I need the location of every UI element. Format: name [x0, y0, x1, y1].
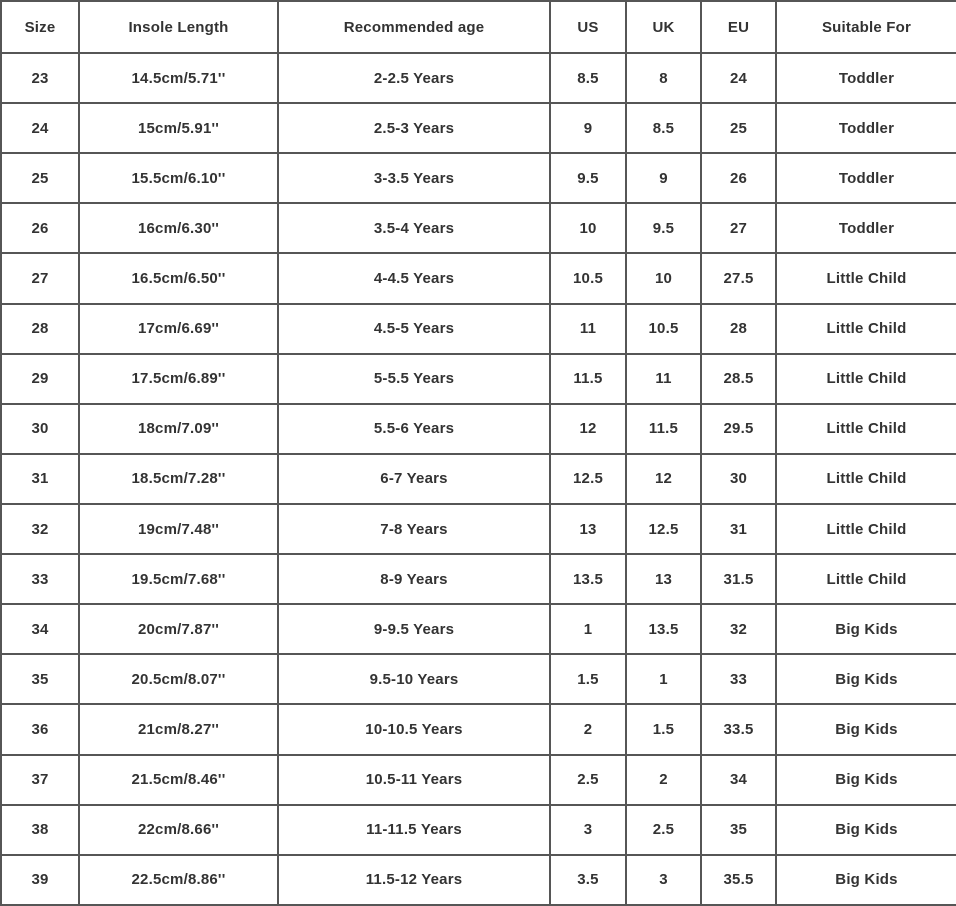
- column-header-size: Size: [1, 1, 79, 53]
- cell-insole-length: 21.5cm/8.46'': [79, 755, 278, 805]
- column-header-eu: EU: [701, 1, 776, 53]
- cell-eu: 28: [701, 304, 776, 354]
- cell-uk: 1: [626, 654, 701, 704]
- cell-eu: 27: [701, 203, 776, 253]
- cell-uk: 2.5: [626, 805, 701, 855]
- cell-size: 23: [1, 53, 79, 103]
- cell-eu: 33: [701, 654, 776, 704]
- cell-us: 13: [550, 504, 626, 554]
- cell-uk: 9: [626, 153, 701, 203]
- cell-us: 3.5: [550, 855, 626, 905]
- cell-us: 10.5: [550, 253, 626, 303]
- cell-eu: 34: [701, 755, 776, 805]
- cell-recommended-age: 6-7 Years: [278, 454, 550, 504]
- cell-eu: 27.5: [701, 253, 776, 303]
- cell-recommended-age: 3.5-4 Years: [278, 203, 550, 253]
- cell-insole-length: 18cm/7.09'': [79, 404, 278, 454]
- cell-suitable-for: Little Child: [776, 554, 956, 604]
- cell-us: 9: [550, 103, 626, 153]
- cell-eu: 30: [701, 454, 776, 504]
- table-row: [1, 153, 956, 203]
- cell-uk: 10.5: [626, 304, 701, 354]
- cell-suitable-for: Big Kids: [776, 755, 956, 805]
- cell-suitable-for: Big Kids: [776, 654, 956, 704]
- cell-eu: 26: [701, 153, 776, 203]
- table-row: [1, 404, 956, 454]
- cell-uk: 12: [626, 454, 701, 504]
- table-row: [1, 304, 956, 354]
- cell-suitable-for: Big Kids: [776, 604, 956, 654]
- cell-size: 38: [1, 805, 79, 855]
- table-row: [1, 103, 956, 153]
- cell-eu: 25: [701, 103, 776, 153]
- table-row: [1, 704, 956, 754]
- cell-size: 27: [1, 253, 79, 303]
- table-row: [1, 53, 956, 103]
- cell-uk: 10: [626, 253, 701, 303]
- cell-insole-length: 14.5cm/5.71'': [79, 53, 278, 103]
- column-header-uk: UK: [626, 1, 701, 53]
- table-row: [1, 554, 956, 604]
- cell-us: 11: [550, 304, 626, 354]
- cell-suitable-for: Big Kids: [776, 704, 956, 754]
- cell-us: 13.5: [550, 554, 626, 604]
- cell-suitable-for: Toddler: [776, 153, 956, 203]
- cell-size: 29: [1, 354, 79, 404]
- cell-uk: 1.5: [626, 704, 701, 754]
- cell-uk: 8.5: [626, 103, 701, 153]
- cell-us: 11.5: [550, 354, 626, 404]
- cell-us: 9.5: [550, 153, 626, 203]
- cell-eu: 35.5: [701, 855, 776, 905]
- cell-eu: 24: [701, 53, 776, 103]
- cell-insole-length: 18.5cm/7.28'': [79, 454, 278, 504]
- cell-us: 2.5: [550, 755, 626, 805]
- cell-suitable-for: Little Child: [776, 504, 956, 554]
- cell-insole-length: 21cm/8.27'': [79, 704, 278, 754]
- cell-size: 26: [1, 203, 79, 253]
- cell-recommended-age: 8-9 Years: [278, 554, 550, 604]
- cell-insole-length: 22.5cm/8.86'': [79, 855, 278, 905]
- cell-size: 31: [1, 454, 79, 504]
- column-header-insole-length: Insole Length: [79, 1, 278, 53]
- cell-size: 34: [1, 604, 79, 654]
- cell-suitable-for: Little Child: [776, 354, 956, 404]
- cell-uk: 9.5: [626, 203, 701, 253]
- cell-recommended-age: 11.5-12 Years: [278, 855, 550, 905]
- cell-size: 39: [1, 855, 79, 905]
- cell-insole-length: 19cm/7.48'': [79, 504, 278, 554]
- cell-size: 33: [1, 554, 79, 604]
- cell-suitable-for: Little Child: [776, 304, 956, 354]
- cell-insole-length: 15.5cm/6.10'': [79, 153, 278, 203]
- cell-recommended-age: 4.5-5 Years: [278, 304, 550, 354]
- cell-recommended-age: 5.5-6 Years: [278, 404, 550, 454]
- cell-recommended-age: 3-3.5 Years: [278, 153, 550, 203]
- cell-insole-length: 15cm/5.91'': [79, 103, 278, 153]
- cell-size: 37: [1, 755, 79, 805]
- cell-eu: 31.5: [701, 554, 776, 604]
- cell-suitable-for: Little Child: [776, 454, 956, 504]
- cell-uk: 12.5: [626, 504, 701, 554]
- cell-insole-length: 20.5cm/8.07'': [79, 654, 278, 704]
- cell-us: 12: [550, 404, 626, 454]
- cell-recommended-age: 5-5.5 Years: [278, 354, 550, 404]
- cell-uk: 13.5: [626, 604, 701, 654]
- table-row: [1, 755, 956, 805]
- table-row: [1, 805, 956, 855]
- table-row: [1, 253, 956, 303]
- cell-size: 32: [1, 504, 79, 554]
- cell-size: 24: [1, 103, 79, 153]
- cell-us: 12.5: [550, 454, 626, 504]
- cell-insole-length: 16cm/6.30'': [79, 203, 278, 253]
- cell-us: 1.5: [550, 654, 626, 704]
- cell-eu: 33.5: [701, 704, 776, 754]
- cell-suitable-for: Big Kids: [776, 855, 956, 905]
- cell-uk: 2: [626, 755, 701, 805]
- table-row: [1, 203, 956, 253]
- cell-recommended-age: 10-10.5 Years: [278, 704, 550, 754]
- cell-us: 3: [550, 805, 626, 855]
- cell-suitable-for: Little Child: [776, 253, 956, 303]
- table-row: [1, 354, 956, 404]
- cell-suitable-for: Toddler: [776, 103, 956, 153]
- cell-insole-length: 17cm/6.69'': [79, 304, 278, 354]
- table-header: [1, 1, 956, 53]
- cell-suitable-for: Toddler: [776, 53, 956, 103]
- table-body: [1, 53, 956, 905]
- cell-insole-length: 20cm/7.87'': [79, 604, 278, 654]
- cell-suitable-for: Toddler: [776, 203, 956, 253]
- cell-size: 28: [1, 304, 79, 354]
- table-row: [1, 855, 956, 905]
- cell-suitable-for: Big Kids: [776, 805, 956, 855]
- cell-uk: 11.5: [626, 404, 701, 454]
- cell-insole-length: 17.5cm/6.89'': [79, 354, 278, 404]
- cell-us: 1: [550, 604, 626, 654]
- cell-size: 30: [1, 404, 79, 454]
- cell-recommended-age: 7-8 Years: [278, 504, 550, 554]
- cell-insole-length: 16.5cm/6.50'': [79, 253, 278, 303]
- cell-size: 25: [1, 153, 79, 203]
- cell-size: 36: [1, 704, 79, 754]
- cell-recommended-age: 4-4.5 Years: [278, 253, 550, 303]
- cell-recommended-age: 9-9.5 Years: [278, 604, 550, 654]
- cell-suitable-for: Little Child: [776, 404, 956, 454]
- cell-recommended-age: 2.5-3 Years: [278, 103, 550, 153]
- cell-eu: 29.5: [701, 404, 776, 454]
- cell-recommended-age: 11-11.5 Years: [278, 805, 550, 855]
- table-row: [1, 654, 956, 704]
- column-header-recommended-age: Recommended age: [278, 1, 550, 53]
- table-row: [1, 504, 956, 554]
- cell-eu: 32: [701, 604, 776, 654]
- cell-us: 10: [550, 203, 626, 253]
- cell-us: 8.5: [550, 53, 626, 103]
- header-row: [1, 1, 956, 53]
- cell-recommended-age: 2-2.5 Years: [278, 53, 550, 103]
- cell-eu: 28.5: [701, 354, 776, 404]
- cell-uk: 8: [626, 53, 701, 103]
- cell-us: 2: [550, 704, 626, 754]
- cell-insole-length: 22cm/8.66'': [79, 805, 278, 855]
- cell-recommended-age: 10.5-11 Years: [278, 755, 550, 805]
- column-header-us: US: [550, 1, 626, 53]
- cell-uk: 3: [626, 855, 701, 905]
- cell-eu: 31: [701, 504, 776, 554]
- table-row: [1, 454, 956, 504]
- cell-recommended-age: 9.5-10 Years: [278, 654, 550, 704]
- cell-size: 35: [1, 654, 79, 704]
- cell-uk: 13: [626, 554, 701, 604]
- cell-insole-length: 19.5cm/7.68'': [79, 554, 278, 604]
- cell-eu: 35: [701, 805, 776, 855]
- cell-uk: 11: [626, 354, 701, 404]
- column-header-suitable-for: Suitable For: [776, 1, 956, 53]
- table-row: [1, 604, 956, 654]
